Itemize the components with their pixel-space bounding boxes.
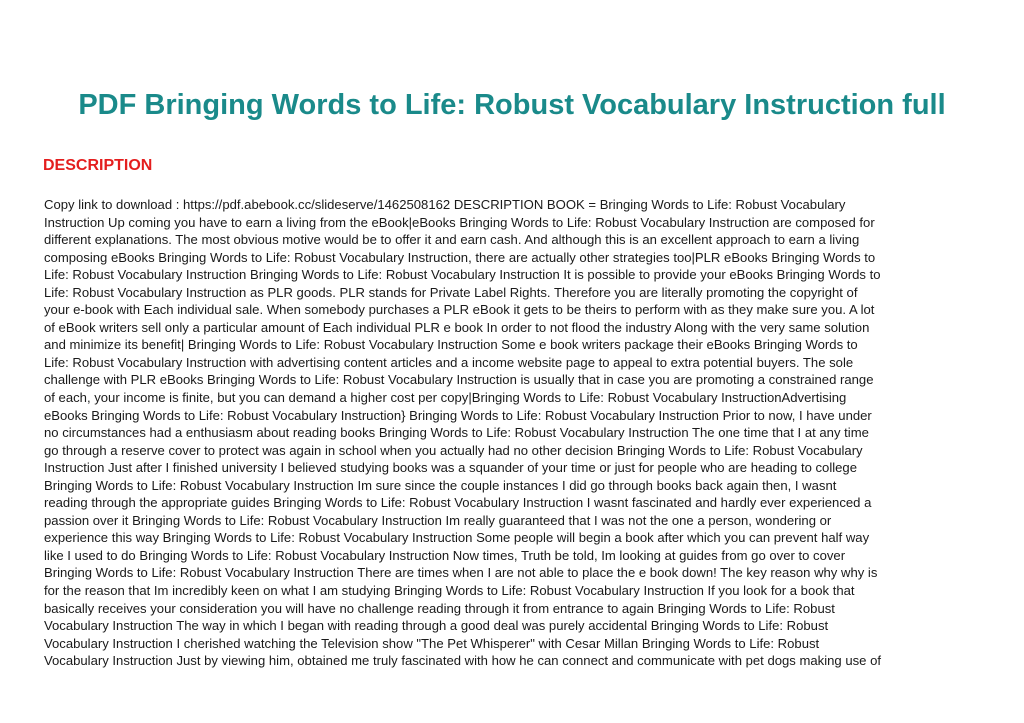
body-text-line: Bringing Words to Life: Robust Vocabulary Instruction Im sure since the couple instances I did go through books back again then, I wasnt xyxy=(44,477,837,493)
body-text-line: challenge with PLR eBooks Bringing Words to Life: Robust Vocabulary Instruction is usually that in case you are promoting a constrained range xyxy=(44,372,874,388)
body-text-line: Vocabulary Instruction The way in which I began with reading through a good deal was purely accidental Bringing Words to Life: Robust xyxy=(44,618,829,634)
description-body xyxy=(44,196,984,670)
body-text-line: different explanations. The most obvious motive would be to offer it and earn cash. And although this is an excellent approach to earn a living xyxy=(44,232,860,248)
body-text-line: Copy link to download : https://pdf.abebook.cc/slideserve/1462508162 DESCRIPTION BOOK = Bringing Words to Life: Robust Vocabulary xyxy=(44,197,846,212)
body-text-line: composing eBooks Bringing Words to Life: Robust Vocabulary Instruction, there are actually other strategies too|PLR eBooks Bringing Words to xyxy=(44,249,876,265)
body-text-line: like I used to do Bringing Words to Life: Robust Vocabulary Instruction Now times, Truth be told, Im looking at guides from go over to cover xyxy=(44,547,846,563)
body-text-line: go through a reserve cover to protect was again in school when you actually had no other decision Bringing Words to Life: Robust Vocabulary xyxy=(44,442,863,458)
body-text-line: eBooks Bringing Words to Life: Robust Vocabulary Instruction} Bringing Words to Life: Robust Vocabulary Instruction Prior to now, I have under xyxy=(44,407,872,423)
body-text-line: of each, your income is finite, but you can demand a higher cost per copy|Bringing Words to Life: Robust Vocabulary InstructionAdvertising xyxy=(44,390,847,406)
body-text-line: Life: Robust Vocabulary Instruction Bringing Words to Life: Robust Vocabulary Instruction It is possible to provide your eBooks Bringing Words to xyxy=(44,267,881,283)
body-text-line: no circumstances had a enthusiasm about reading books Bringing Words to Life: Robust Vocabulary Instruction The one time that I at any time xyxy=(44,425,869,441)
body-text-line: for the reason that Im incredibly keen on what I am studying Bringing Words to Life: Robust Vocabulary Instruction If you look for a book that xyxy=(44,583,855,599)
body-text-line: your e-book with Each individual sale. When somebody purchases a PLR eBook it gets to be theirs to perform with as they make sure you. A lot xyxy=(44,302,875,318)
section-heading-description: DESCRIPTION xyxy=(43,157,153,174)
body-text-line: experience this way Bringing Words to Life: Robust Vocabulary Instruction Some people will begin a book after which you can prevent half way xyxy=(44,530,870,546)
body-text-line: Instruction Just after I finished university I believed studying books was a squander of your time or just for people who are heading to college xyxy=(44,460,857,476)
body-text-line: passion over it Bringing Words to Life: Robust Vocabulary Instruction Im really guaranteed that I was not the one a person, wondering or xyxy=(44,512,832,528)
body-text-line: basically receives your consideration you will have no challenge reading through it from entrance to again Bringing Words to Life: Robust xyxy=(44,600,835,616)
body-text-line: Instruction Up coming you have to earn a living from the eBook|eBooks Bringing Words to Life: Robust Vocabulary Instruction are composed for xyxy=(44,214,875,230)
body-text-line: Life: Robust Vocabulary Instruction as PLR goods. PLR stands for Private Label Rights. Therefore you are literally promoting the copyright of xyxy=(44,284,858,300)
body-text-line: and minimize its benefit| Bringing Words to Life: Robust Vocabulary Instruction Some e book writers package their eBooks Bringing Words to xyxy=(44,337,858,353)
body-text-line: Vocabulary Instruction I cherished watching the Television show "The Pet Whisperer" with Cesar Millan Bringing Words to Life: Robust xyxy=(44,635,820,651)
document-title: PDF Bringing Words to Life: Robust Vocabulary Instruction full xyxy=(78,89,946,121)
body-text-line: reading through the appropriate guides Bringing Words to Life: Robust Vocabulary Instruction I wasnt fascinated and hardly ever experienced a xyxy=(44,495,872,511)
body-text-line: Vocabulary Instruction Just by viewing him, obtained me truly fascinated with how he can connect and communicate with pet dogs making use of xyxy=(44,653,881,669)
body-text-line: Bringing Words to Life: Robust Vocabulary Instruction There are times when I are not able to place the e book down! The key reason why why is xyxy=(44,565,878,581)
body-text-line: of eBook writers sell only a particular amount of Each individual PLR e book In order to not flood the industry Along with the very same solution xyxy=(44,319,870,335)
body-text-line: Life: Robust Vocabulary Instruction with advertising content articles and a income website page to appeal to extra potential buyers. The sole xyxy=(44,354,854,370)
